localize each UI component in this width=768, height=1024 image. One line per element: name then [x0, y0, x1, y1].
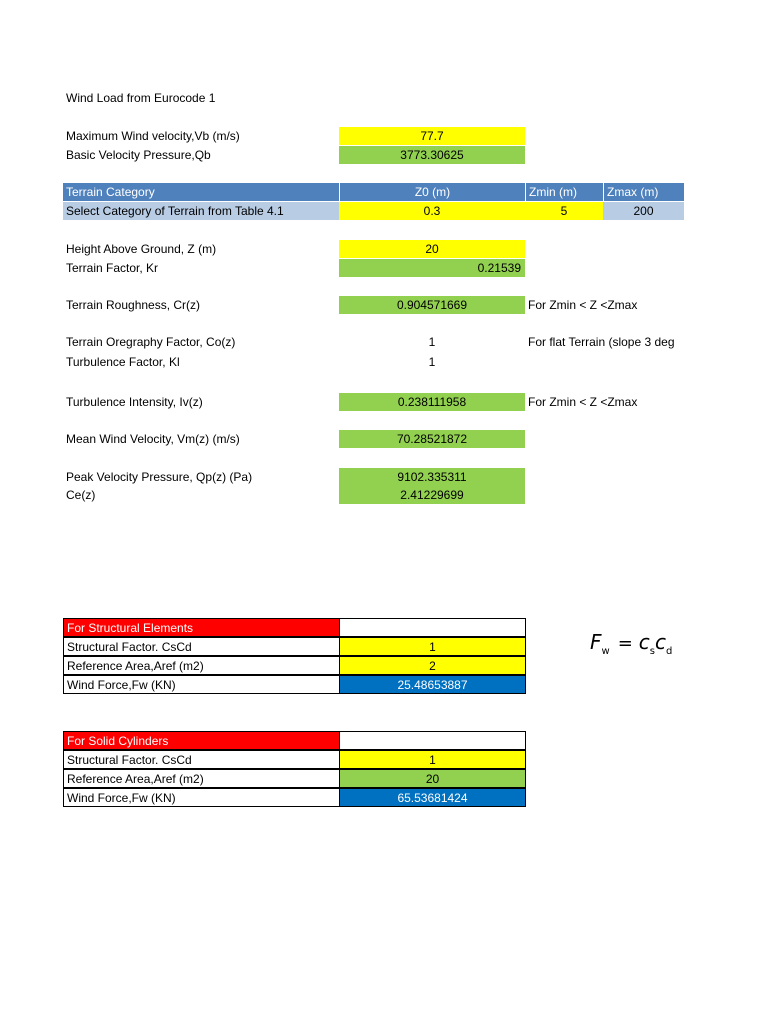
terrain-zmax-cell: 200	[603, 202, 684, 220]
label-iv: Turbulence Intensity, Iv(z)	[66, 395, 203, 409]
label-kl: Turbulence Factor, Kl	[66, 355, 180, 369]
height-z-input-cell[interactable]: 20	[339, 240, 525, 258]
terrain-header-category: Terrain Category	[63, 183, 339, 201]
structural-fw-label: Wind Force,Fw (KN)	[63, 675, 340, 694]
terrain-select-label: Select Category of Terrain from Table 4.1	[63, 202, 339, 220]
qb-value-cell: 3773.30625	[339, 146, 525, 164]
label-ce: Ce(z)	[66, 488, 96, 502]
co-value-cell: 1	[428, 335, 436, 349]
terrain-header-zmax: Zmax (m)	[603, 183, 684, 201]
qp-value-cell: 9102.335311	[339, 468, 525, 486]
label-kr: Terrain Factor, Kr	[66, 261, 159, 275]
kr-value-cell: 0.21539	[339, 259, 525, 277]
structural-fw-cell: 25.48653887	[339, 675, 526, 694]
terrain-z0-cell[interactable]: 0.3	[339, 202, 525, 220]
label-qb: Basic Velocity Pressure,Qb	[66, 148, 211, 162]
label-vm: Mean Wind Velocity, Vm(z) (m/s)	[66, 432, 240, 446]
cylinders-header: For Solid Cylinders	[63, 731, 340, 750]
iv-value-cell: 0.238111958	[339, 393, 525, 411]
label-vb: Maximum Wind velocity,Vb (m/s)	[66, 129, 240, 143]
cylinders-aref-label: Reference Area,Aref (m2)	[63, 769, 340, 788]
structural-header: For Structural Elements	[63, 618, 340, 637]
sheet-title: Wind Load from Eurocode 1	[66, 91, 216, 105]
cylinders-csd-label: Structural Factor. CsCd	[63, 750, 340, 769]
terrain-header-zmin: Zmin (m)	[525, 183, 603, 201]
label-co: Terrain Oregraphy Factor, Co(z)	[66, 335, 236, 349]
label-cr: Terrain Roughness, Cr(z)	[66, 298, 201, 312]
iv-note: For Zmin < Z <Zmax	[528, 395, 638, 409]
cylinders-fw-label: Wind Force,Fw (KN)	[63, 788, 340, 807]
cylinders-csd-cell[interactable]: 1	[339, 750, 526, 769]
vm-value-cell: 70.28521872	[339, 430, 525, 448]
label-height-z: Height Above Ground, Z (m)	[66, 242, 217, 256]
structural-csd-cell[interactable]: 1	[339, 637, 526, 656]
structural-header-blank	[339, 618, 526, 637]
terrain-zmin-cell[interactable]: 5	[525, 202, 603, 220]
structural-aref-cell[interactable]: 2	[339, 656, 526, 675]
kl-value-cell: 1	[428, 355, 436, 369]
terrain-header-z0: Z0 (m)	[339, 183, 525, 201]
cylinders-fw-cell: 65.53681424	[339, 788, 526, 807]
structural-csd-label: Structural Factor. CsCd	[63, 637, 340, 656]
cylinders-header-blank	[339, 731, 526, 750]
co-note: For flat Terrain (slope 3 deg	[528, 335, 675, 349]
label-qp: Peak Velocity Pressure, Qp(z) (Pa)	[66, 470, 253, 484]
ce-value-cell: 2.41229699	[339, 486, 525, 504]
vb-input-cell[interactable]: 77.7	[339, 127, 525, 145]
cr-value-cell: 0.904571669	[339, 296, 525, 314]
cr-note: For Zmin < Z <Zmax	[528, 298, 638, 312]
wind-force-formula: $F_w = c_sc_d$	[590, 630, 673, 657]
cylinders-aref-cell[interactable]: 20	[339, 769, 526, 788]
structural-aref-label: Reference Area,Aref (m2)	[63, 656, 340, 675]
